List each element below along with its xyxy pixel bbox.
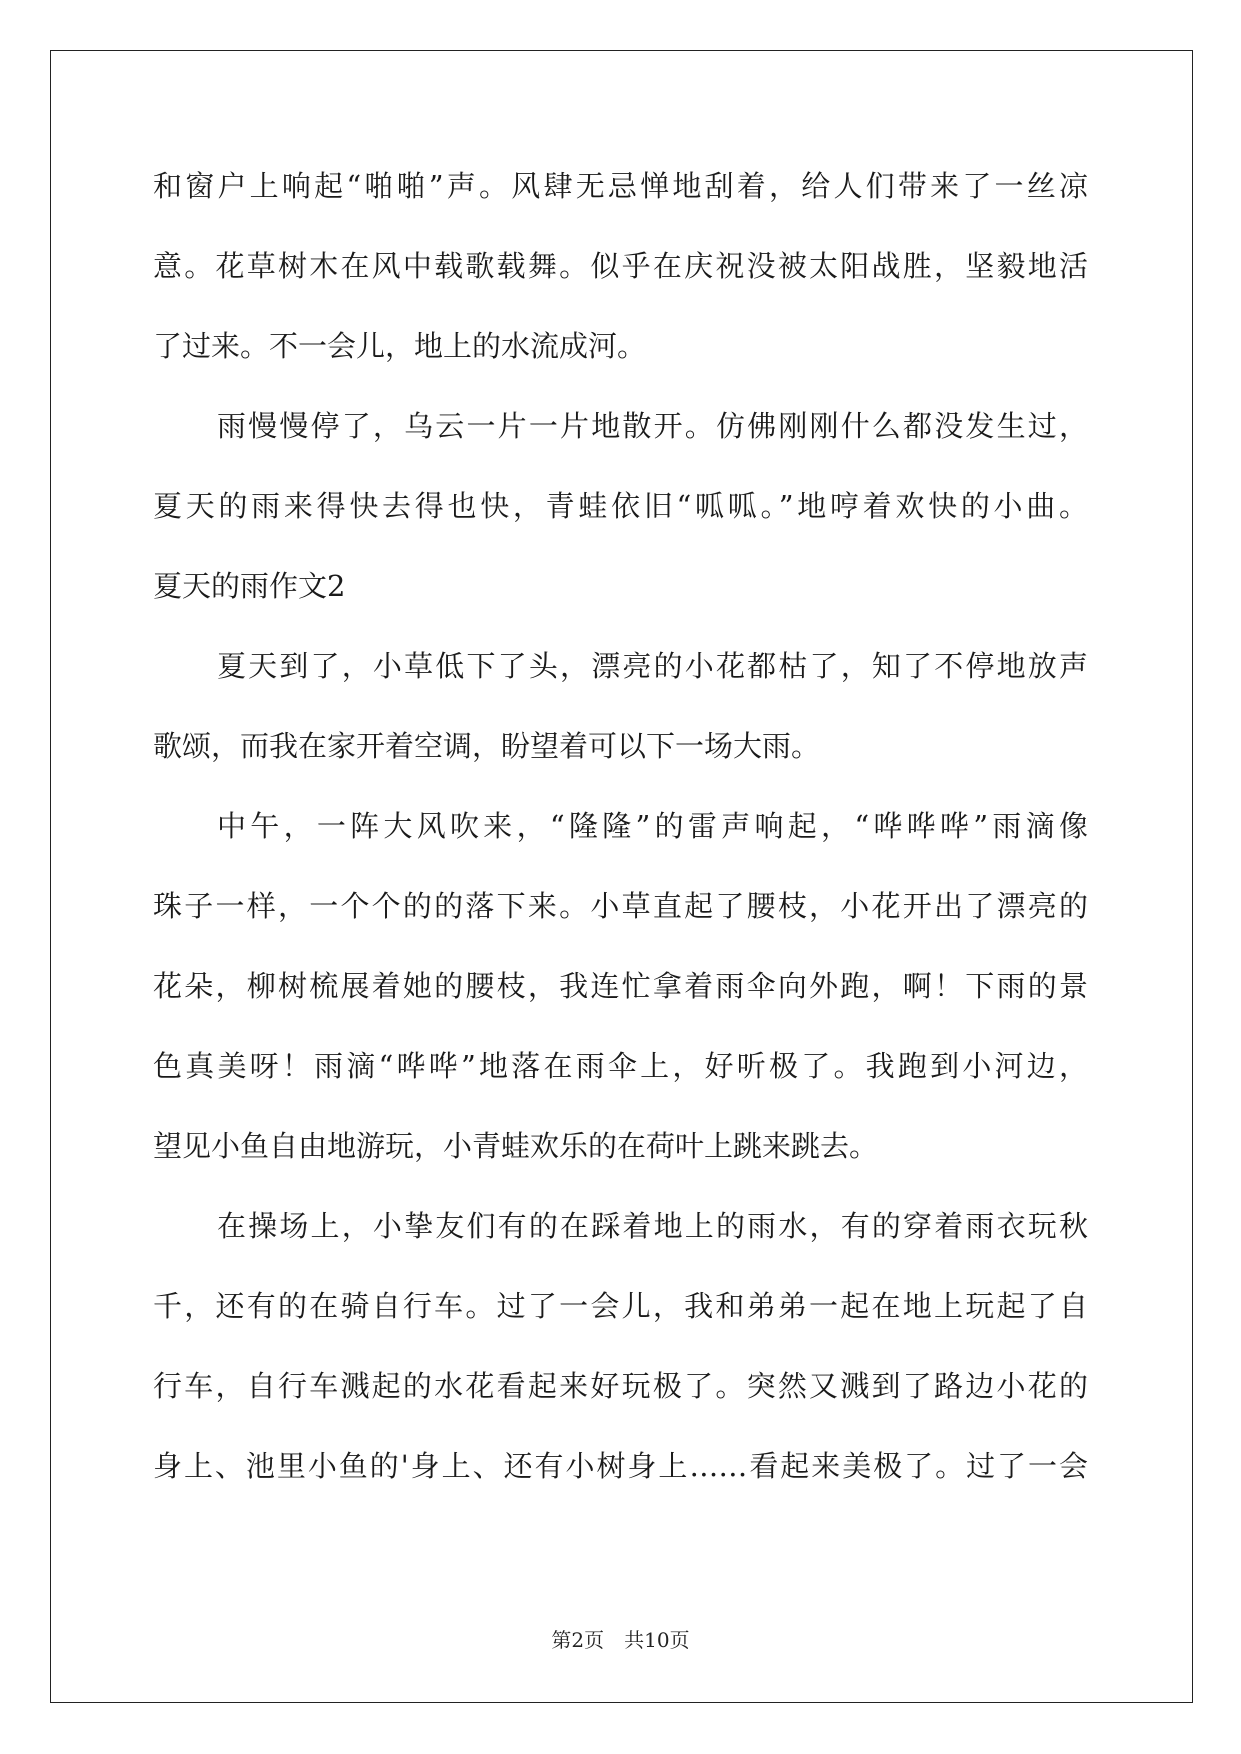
page-number-footer: 第2页 共10页 bbox=[551, 1628, 690, 1652]
text-line-10: 珠子一样，一个个的的落下来。小草直起了腰枝，小花开出了漂亮的 bbox=[153, 889, 1088, 923]
text-line-8: 歌颂，而我在家开着空调，盼望着可以下一场大雨。 bbox=[153, 729, 821, 763]
text-line-2: 意。花草树木在风中载歌载舞。似乎在庆祝没被太阳战胜，坚毅地活 bbox=[153, 249, 1088, 283]
text-line-12: 色真美呀！雨滴“哗哗”地落在雨伞上，好听极了。我跑到小河边， bbox=[153, 1049, 1088, 1083]
text-line-3: 了过来。不一会儿，地上的水流成河。 bbox=[153, 329, 647, 363]
text-line-13: 望见小鱼自由地游玩，小青蛙欢乐的在荷叶上跳来跳去。 bbox=[153, 1129, 879, 1163]
text-line-17: 身上、池里小鱼的'身上、还有小树身上……看起来美极了。过了一会 bbox=[153, 1449, 1088, 1483]
text-line-1: 和窗户上响起“啪啪”声。风肆无忌惮地刮着，给人们带来了一丝凉 bbox=[153, 169, 1088, 203]
text-line-9: 中午，一阵大风吹来，“隆隆”的雷声响起，“哗哗哗”雨滴像 bbox=[217, 809, 1088, 843]
text-line-7: 夏天到了，小草低下了头，漂亮的小花都枯了，知了不停地放声 bbox=[217, 649, 1088, 683]
text-line-5: 夏天的雨来得快去得也快，青蛙依旧“呱呱。”地哼着欢快的小曲。 bbox=[153, 489, 1088, 523]
section-heading: 夏天的雨作文2 bbox=[153, 569, 346, 603]
text-line-11: 花朵，柳树梳展着她的腰枝，我连忙拿着雨伞向外跑，啊！下雨的景 bbox=[153, 969, 1088, 1003]
text-line-16: 行车，自行车溅起的水花看起来好玩极了。突然又溅到了路边小花的 bbox=[153, 1369, 1088, 1403]
text-line-14: 在操场上，小挚友们有的在踩着地上的雨水，有的穿着雨衣玩秋 bbox=[217, 1209, 1088, 1243]
text-line-15: 千，还有的在骑自行车。过了一会儿，我和弟弟一起在地上玩起了自 bbox=[153, 1289, 1088, 1323]
document-body bbox=[153, 158, 1088, 1518]
text-line-4: 雨慢慢停了，乌云一片一片地散开。仿佛刚刚什么都没发生过， bbox=[217, 409, 1088, 443]
